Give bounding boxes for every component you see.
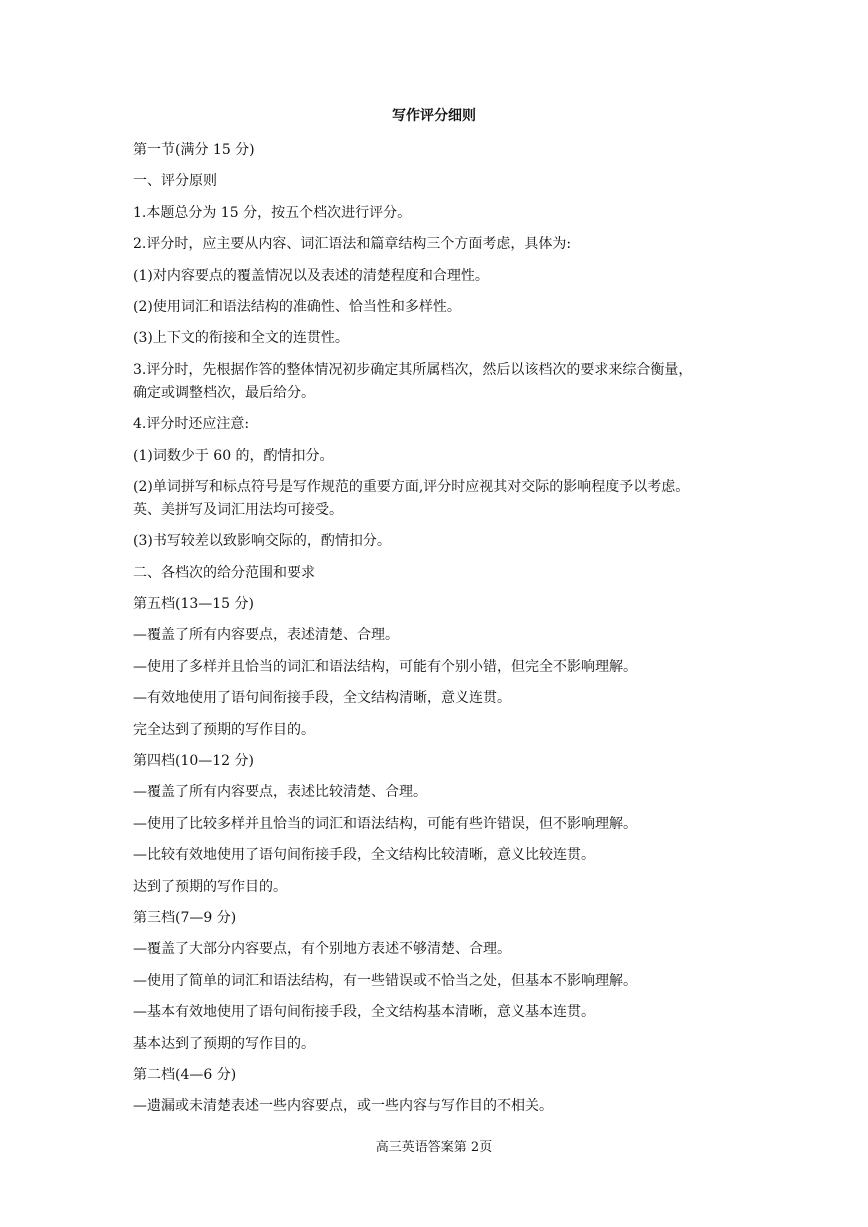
list-item: (2)使用词汇和语法结构的准确性、恰当性和多样性。: [133, 298, 461, 315]
list-item: (3)上下文的衔接和全文的连贯性。: [133, 330, 349, 347]
paragraph-line: 1.本题总分为 15 分，按五个档次进行评分。: [133, 204, 412, 221]
list-item: (2)单词拼写和标点符号是写作规范的重要方面,评分时应视其对交际的影响程度予以考虑。: [133, 478, 690, 495]
document-body: [133, 140, 748, 1128]
list-item: —覆盖了大部分内容要点，有个别地方表述不够清楚、合理。: [133, 941, 511, 958]
paragraph-line: 4.评分时还应注意:: [133, 416, 250, 433]
subsection-heading: 二、各档次的给分范围和要求: [133, 564, 315, 581]
grade-heading: 第二档(4—6 分): [133, 1066, 237, 1083]
list-item: 英、美拼写及词汇用法均可接受。: [133, 501, 343, 518]
grade-heading: 第五档(13—15 分): [133, 596, 255, 613]
paragraph-line: 完全达到了预期的写作目的。: [133, 721, 315, 738]
list-item: —使用了多样并且恰当的词汇和语法结构，可能有个别小错，但完全不影响理解。: [133, 658, 637, 675]
paragraph-line: 达到了预期的写作目的。: [133, 878, 287, 895]
list-item: (1)词数少于 60 的，酌情扣分。: [133, 447, 334, 464]
grade-heading: 第三档(7—9 分): [133, 909, 237, 926]
page-title: 写作评分细则: [392, 108, 476, 124]
list-item: —基本有效地使用了语句间衔接手段，全文结构基本清晰，意义基本连贯。: [133, 1004, 595, 1021]
list-item: —使用了比较多样并且恰当的词汇和语法结构，可能有些许错误，但不影响理解。: [133, 815, 637, 832]
paragraph-line: 3.评分时，先根据作答的整体情况初步确定其所属档次，然后以该档次的要求来综合衡量，: [133, 361, 693, 378]
list-item: —使用了简单的词汇和语法结构，有一些错误或不恰当之处，但基本不影响理解。: [133, 972, 637, 989]
section-heading: 第一节(满分 15 分): [133, 142, 255, 158]
grade-heading: 第四档(10—12 分): [133, 753, 255, 770]
paragraph-line: 确定或调整档次，最后给分。: [133, 384, 315, 401]
list-item: (3)书写较差以致影响交际的，酌情扣分。: [133, 533, 391, 550]
page-footer: 高三英语答案第 2页: [375, 1140, 493, 1155]
list-item: —比较有效地使用了语句间衔接手段，全文结构比较清晰，意义比较连贯。: [133, 847, 595, 864]
list-item: —有效地使用了语句间衔接手段，全文结构清晰，意义连贯。: [133, 690, 511, 707]
list-item: —覆盖了所有内容要点，表述比较清楚、合理。: [133, 784, 427, 801]
list-item: —覆盖了所有内容要点，表述清楚、合理。: [133, 627, 399, 644]
paragraph-line: 基本达到了预期的写作目的。: [133, 1035, 315, 1052]
list-item: —遗漏或未清楚表述一些内容要点，或一些内容与写作目的不相关。: [133, 1098, 553, 1115]
paragraph-line: 2.评分时，应主要从内容、词汇语法和篇章结构三个方面考虑，具体为:: [133, 236, 572, 253]
list-item: (1)对内容要点的覆盖情况以及表述的清楚程度和合理性。: [133, 267, 489, 284]
subsection-heading: 一、评分原则: [133, 173, 217, 190]
